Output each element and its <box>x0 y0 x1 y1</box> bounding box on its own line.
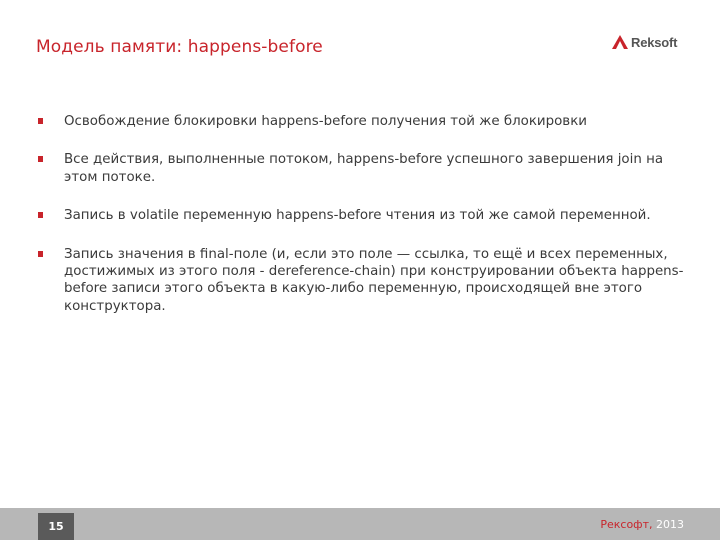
bullet-item <box>36 207 686 224</box>
bullet-square-icon <box>38 156 43 162</box>
reksoft-triangle-logo-icon <box>612 35 628 49</box>
slide-title: Модель памяти: happens-before <box>36 37 323 57</box>
bullet-list <box>36 113 686 336</box>
logo-text: Reksoft <box>631 34 678 50</box>
copyright-year: 2013 <box>652 518 684 531</box>
bullet-square-icon <box>38 118 43 124</box>
bullet-item <box>36 113 686 130</box>
page-number: 15 <box>38 513 74 540</box>
bullet-text: Освобождение блокировки happens-before получения той же блокировки <box>64 114 587 129</box>
bullet-square-icon <box>38 251 43 257</box>
bullet-item <box>36 246 686 316</box>
bullet-text: Запись в volatile переменную happens-before чтения из той же самой переменной. <box>64 208 651 224</box>
bullet-text: Все действия, выполненные потоком, happens-before успешного завершения join на этом потоке. <box>64 152 664 185</box>
bullet-item <box>36 151 686 186</box>
copyright <box>600 518 684 531</box>
logo <box>612 33 677 51</box>
copyright-name: Рексофт, <box>600 518 653 531</box>
bullet-square-icon <box>38 212 43 218</box>
bullet-text: Запись значения в final-поле (и, если это поле — ссылка, то ещё и всех переменных, достижимых из этого поля - dereference-chain) при конструировании объекта happens-before записи этого объекта в какую-либо переменную, происходящей вне этого конструктора. <box>64 246 684 314</box>
